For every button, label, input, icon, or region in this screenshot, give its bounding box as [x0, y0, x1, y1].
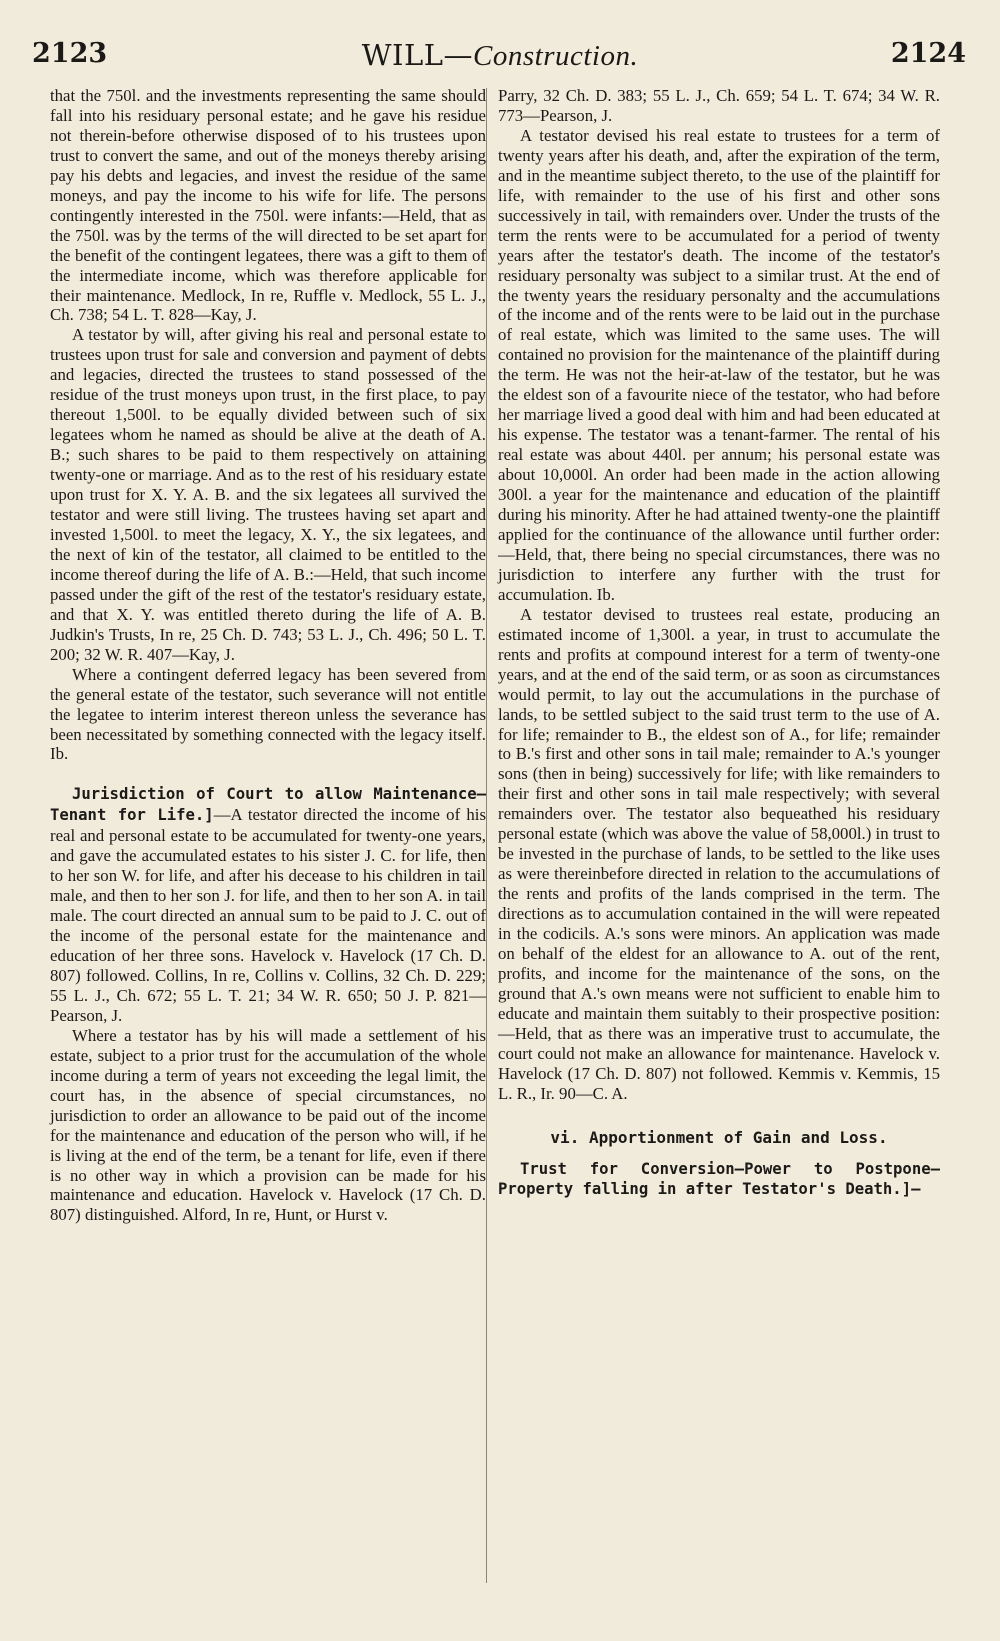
paragraph-heading: Jurisdiction of Court to allow Maintenance—Tenant for Life.] — [50, 785, 486, 825]
running-title — [30, 38, 970, 73]
paragraph: A testator devised his real estate to trustees for a term of twenty years after his death, and, after the expiration of the term, and in the meantime subject thereto, to the use of the plaintiff for life, with remainder to the use of his first and other sons successively in tail, with remainders over. Under the trusts of the term the rents were to be accumulated for a period of twenty years after the testator's death. The income of the testator's residuary personalty was subject to a similar trust. At the end of the twenty years the residuary personalty and the accumulations of the income and of the rents were to be laid out in the purchase of real estate, which was limited to the same uses. The will contained no provision for the maintenance of the plaintiff during the term. He was not the heir-at-law of the testator, but he was the eldest son of a favourite niece of the testator, who had before her marriage lived a good deal with him and had been educated at his expense. The testator was a tenant-farmer. The rental of his real estate was about 440l. per annum; his personal estate was about 10,000l. An order had been made in the action allowing 300l. a year for the maintenance and education of the plaintiff during his minority. After he had attained twenty-one the plaintiff applied for the continuance of the allowance until further order:—Held, that, there being no special circumstances, there was no jurisdiction to interfere any further with the trust for accumulation. Ib. — [498, 125, 940, 604]
left-column — [50, 86, 486, 1225]
running-title-main: WILL— — [361, 38, 474, 72]
subsection-heading: Trust for Conversion—Power to Postpone—Property falling in after Testator's Death.]— — [498, 1159, 940, 1198]
section-heading: vi. Apportionment of Gain and Loss. — [550, 1127, 888, 1147]
paragraph: that the 750l. and the investments representing the same should fall into his residuary personal estate; and he gave his residue not therein-before otherwise disposed of to his trustees upon trust to convert the same, and out of the moneys thereby arising pay his debts and legacies, and invest the residue of the same moneys, and pay the income to his wife for life. The persons contingently interested in the 750l. were infants:—Held, that as the 750l. was by the terms of the will directed to be set apart for the benefit of the contingent legatees, there was a gift to them of the intermediate income, which was therefore applicable for their maintenance. Medlock, In re, Ruffle v. Medlock, 55 L. J., Ch. 738; 54 L. T. 828—Kay, J. — [50, 86, 486, 325]
running-title-sub: Construction. — [473, 40, 639, 72]
paragraph: Where a contingent deferred legacy has been severed from the general estate of the testator, such severance will not entitle the legatee to interim interest thereon unless the severance has been necessitated by something connected with the legacy itself. Ib. — [50, 664, 486, 764]
paragraph: A testator by will, after giving his real and personal estate to trustees upon trust for sale and conversion and payment of debts and legacies, directed the trustees to stand possessed of the residue of the trust moneys upon trust, in the first place, to pay thereout 1,500l. to be equally divided between such of six legatees whom he named as should be alive at the death of A. B.; such shares to be paid to them respectively on attaining twenty-one or marriage. And as to the rest of his residuary estate upon trust for X. Y. A. B. and the six legatees all survived the testator and were still living. The trustees having set apart and invested 1,500l. to meet the legacy, X. Y., the six legatees, and the next of kin of the testator, all claimed to be entitled to the income thereof during the life of A. B.:—Held, that such income passed under the gift of the rest of the testator's residuary estate, and that X. Y. was entitled thereto during the life of A. B. Judkin's Trusts, In re, 25 Ch. D. 743; 53 L. J., Ch. 496; 50 L. T. 200; 32 W. R. 407—Kay, J. — [50, 325, 486, 664]
right-column — [498, 86, 940, 1199]
paragraph — [50, 784, 486, 1025]
paragraph: Parry, 32 Ch. D. 383; 55 L. J., Ch. 659; 54 L. T. 674; 34 W. R. 773—Pearson, J. — [498, 86, 940, 125]
page-header — [30, 38, 970, 78]
paragraph-body: —A testator directed the income of his real and personal estate to be accumulated for twenty-one years, and gave the accumulated estates to his sister J. C. for life, then to her son W. for life, and after his decease to his children in tail male, and then to her son J. for life, and then to her son A. in tail male. The court directed an annual sum to be paid to J. C. out of the income of the personal estate for the maintenance and education of her three sons. Havelock v. Havelock (17 Ch. D. 807) followed. Collins, In re, Collins v. Collins, 32 Ch. D. 229; 55 L. J., Ch. 672; 55 L. T. 21; 34 W. R. 650; 50 J. P. 821—Pearson, J. — [50, 805, 486, 1025]
column-divider — [486, 88, 487, 1583]
paragraph: A testator devised to trustees real estate, producing an estimated income of 1,300l. a year, in trust to accumulate the rents and profits at compound interest for a term of twenty-one years, and at the end of the said term, or as soon as circumstances would permit, to lay out the accumulations in the purchase of lands, to be settled subject to the said trust term to the use of A. for life; remainder to B., the eldest son of A., for life; remainder to B.'s first and other sons in tail male; remainder to A.'s younger sons (then in being) successively for life; with like remainders to their first and other sons in tail male respectively; with several remainders over. The testator also bequeathed his residuary personal estate (which was above the value of 58,000l.) in trust to be invested in the purchase of lands, to be settled to the like uses as were thereinbefore directed in relation to the accumulations of the rents and profits of the lands comprised in the term. The directions as to accumulation contained in the will were repeated in the codicils. A.'s sons were minors. An application was made on behalf of the eldest for an allowance to A. out of the rent, profits, and income for the maintenance of the sons, on the ground that A.'s own means were not sufficient to enable him to educate and maintain them suitably to their prospective position:—Held, that as there was an imperative trust to accumulate, the court could not make an allowance for maintenance. Havelock v. Havelock (17 Ch. D. 807) not followed. Kemmis v. Kemmis, 15 L. R., Ir. 90—C. A. — [498, 604, 940, 1103]
paragraph: Where a testator has by his will made a settlement of his estate, subject to a prior trust for the accumulation of the whole income during a term of years not exceeding the legal limit, the court has, in the absence of special circumstances, no jurisdiction to order an allowance to be paid out of the income for the maintenance and education of the person who will, if he is living at the end of the term, be a tenant for life, even if there is no other way in which a provision can be made for his maintenance and education. Havelock v. Havelock (17 Ch. D. 807) distinguished. Alford, In re, Hunt, or Hurst v. — [50, 1025, 486, 1225]
right-page-number: 2124 — [890, 38, 966, 69]
left-page-number: 2123 — [32, 38, 108, 69]
